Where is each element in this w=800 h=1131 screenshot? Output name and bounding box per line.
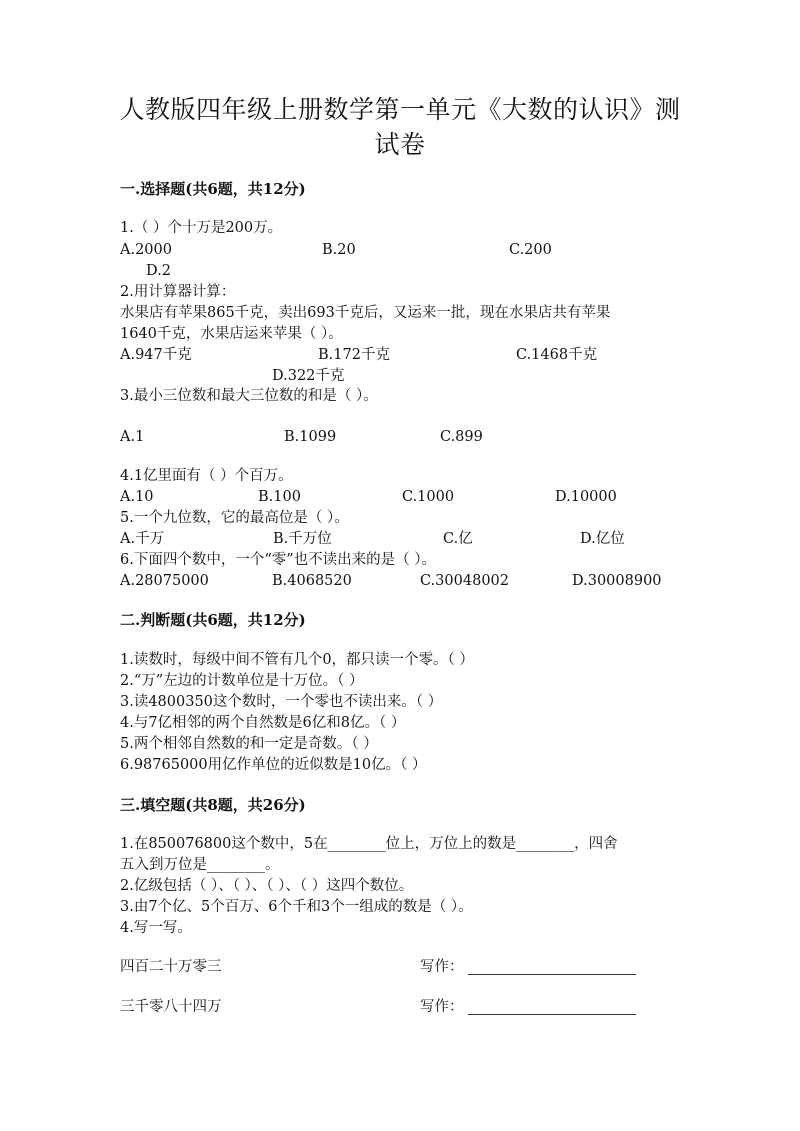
judge-item-4: 4.与7亿相邻的两个自然数是6亿和8亿。（ ） (120, 715, 406, 731)
q6-option-a: A.28075000 (120, 573, 209, 589)
q6-option-b: B.4068520 (272, 573, 352, 589)
q1-option-d: D.2 (146, 263, 171, 279)
q4-stem: 4.1亿里面有（ ）个百万。 (120, 468, 293, 484)
q5-stem: 5.一个九位数，它的最高位是（ ）。 (120, 510, 349, 526)
q3-option-a: A.1 (120, 429, 145, 445)
fill-q1-line-2: 五入到万位是________。 (120, 857, 280, 873)
title-line-2: 试卷 (374, 130, 426, 159)
q2-option-d: D.322千克 (272, 368, 345, 384)
write-item-2-text: 三千零八十四万 (120, 999, 222, 1015)
fill-q2: 2.亿级包括（ ）、（ ）、（ ）、（ ）这四个数位。 (120, 878, 414, 894)
q2-option-c: C.1468千克 (516, 347, 598, 363)
q3-stem: 3.最小三位数和最大三位数的和是（ ）。 (120, 388, 378, 404)
q2-line-2: 水果店有苹果865千克，卖出693千克后，又运来一批，现在水果店共有苹果 (120, 305, 611, 321)
q5-option-a: A.千万 (120, 531, 165, 547)
title-line-1: 人教版四年级上册数学第一单元《大数的认识》测 (119, 95, 681, 124)
q1-option-b: B.20 (322, 242, 356, 258)
fill-q4: 4.写一写。 (120, 920, 192, 936)
write-item-1-label: 写作： (420, 959, 464, 975)
write-item-2-answer-line[interactable] (468, 1014, 636, 1015)
q4-option-c: C.1000 (402, 489, 455, 505)
q6-stem: 6.下面四个数中，一个“零”也不读出来的是（ ）。 (120, 552, 437, 568)
write-item-1-text: 四百二十万零三 (120, 959, 222, 975)
write-item-1-answer-line[interactable] (468, 974, 636, 975)
judge-item-1: 1.读数时，每级中间不管有几个0，都只读一个零。（ ） (120, 652, 474, 668)
q6-option-d: D.30008900 (572, 573, 662, 589)
judge-item-3: 3.读4800350这个数时，一个零也不读出来。（ ） (120, 694, 443, 710)
q4-option-b: B.100 (258, 489, 301, 505)
q6-option-c: C.30048002 (420, 573, 509, 589)
section-1-heading: 一.选择题(共6题，共12分) (120, 180, 306, 198)
q1-option-c: C.200 (509, 242, 552, 258)
judge-item-5: 5.两个相邻自然数的和一定是奇数。（ ） (120, 736, 378, 752)
q1-option-a: A.2000 (120, 242, 172, 258)
q1-stem: 1.（ ）个十万是200万。 (120, 220, 283, 236)
q2-option-a: A.947千克 (120, 347, 192, 363)
fill-q3: 3.由7个亿、5个百万、6个千和3个一组成的数是（ ）。 (120, 899, 473, 915)
q3-option-c: C.899 (440, 429, 483, 445)
judge-item-2: 2.“万”左边的计数单位是十万位。（ ） (120, 673, 364, 689)
q2-line-3: 1640千克，水果店运来苹果（ ）。 (120, 326, 343, 342)
q2-option-b: B.172千克 (318, 347, 390, 363)
fill-q1-line-1: 1.在850076800这个数中，5在________位上，万位上的数是________，四舍 (120, 836, 618, 852)
q5-option-c: C.亿 (443, 531, 473, 547)
q2-line-1: 2.用计算器计算： (120, 284, 236, 300)
section-3-heading: 三.填空题(共8题，共26分) (120, 796, 306, 814)
q4-option-a: A.10 (120, 489, 154, 505)
document-title (110, 92, 690, 162)
write-item-2-label: 写作： (420, 999, 464, 1015)
q4-option-d: D.10000 (555, 489, 617, 505)
q5-option-d: D.亿位 (580, 531, 625, 547)
judge-item-6: 6.98765000用亿作单位的近似数是10亿。（ ） (120, 757, 427, 773)
q3-option-b: B.1099 (284, 429, 337, 445)
q5-option-b: B.千万位 (273, 531, 332, 547)
section-2-heading: 二.判断题(共6题，共12分) (120, 611, 306, 629)
